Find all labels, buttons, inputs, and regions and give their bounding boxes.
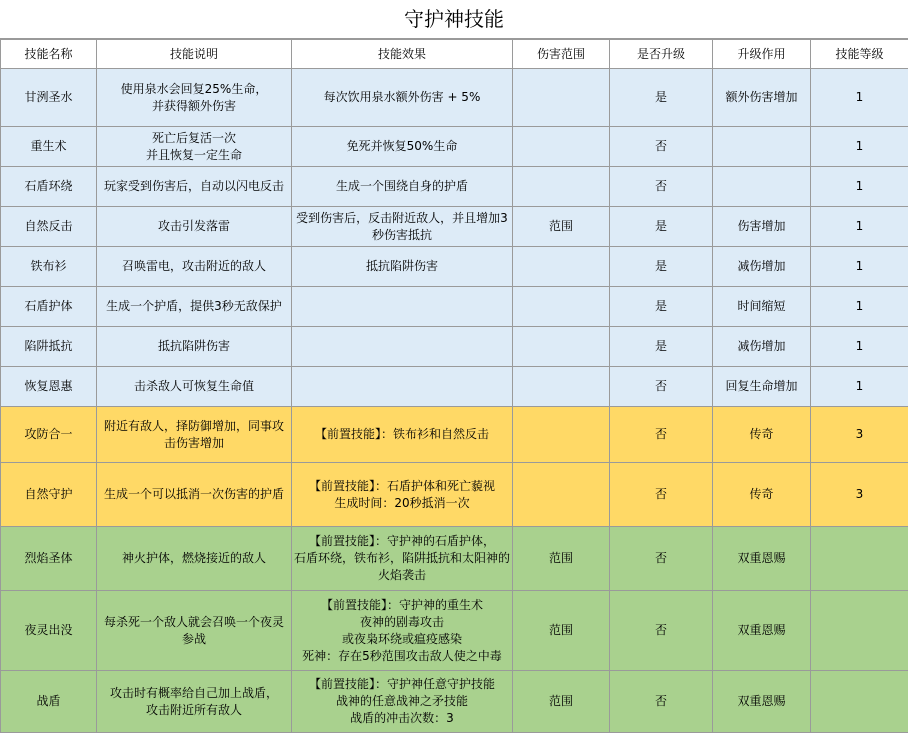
cell-upgradable[interactable]: 否 bbox=[610, 527, 713, 591]
cell-skill-effect[interactable]: 【前置技能】：石盾护体和死亡藐视 生成时间：20秒抵消一次 bbox=[292, 463, 513, 527]
cell-skill-desc[interactable]: 攻击引发落雷 bbox=[97, 207, 292, 247]
cell-upgrade-effect[interactable]: 伤害增加 bbox=[713, 207, 811, 247]
cell-skill-desc[interactable]: 神火护体，燃烧接近的敌人 bbox=[97, 527, 292, 591]
table-row bbox=[1, 167, 908, 207]
header-skill-desc[interactable]: 技能说明 bbox=[97, 40, 292, 69]
cell-damage-range[interactable] bbox=[513, 287, 610, 327]
cell-skill-effect[interactable]: 【前置技能】：守护神的石盾护体， 石盾环绕，铁布衫，陷阱抵抗和太阳神的火焰袭击 bbox=[292, 527, 513, 591]
cell-skill-level[interactable]: 1 bbox=[811, 167, 908, 207]
table-row bbox=[1, 527, 908, 591]
cell-upgrade-effect[interactable]: 双重恩赐 bbox=[713, 671, 811, 733]
header-skill-name[interactable]: 技能名称 bbox=[1, 40, 97, 69]
cell-upgradable[interactable]: 否 bbox=[610, 127, 713, 167]
cell-damage-range[interactable] bbox=[513, 127, 610, 167]
cell-skill-level[interactable] bbox=[811, 671, 908, 733]
cell-upgradable[interactable]: 是 bbox=[610, 69, 713, 127]
cell-damage-range[interactable] bbox=[513, 69, 610, 127]
cell-skill-level[interactable]: 1 bbox=[811, 287, 908, 327]
cell-skill-effect[interactable] bbox=[292, 327, 513, 367]
skills-table bbox=[0, 39, 908, 733]
table-row bbox=[1, 591, 908, 671]
cell-skill-name[interactable]: 烈焰圣体 bbox=[1, 527, 97, 591]
header-damage-range[interactable]: 伤害范围 bbox=[513, 40, 610, 69]
cell-damage-range[interactable] bbox=[513, 367, 610, 407]
cell-skill-name[interactable]: 自然守护 bbox=[1, 463, 97, 527]
cell-skill-level[interactable] bbox=[811, 527, 908, 591]
cell-skill-level[interactable]: 3 bbox=[811, 407, 908, 463]
cell-skill-level[interactable]: 1 bbox=[811, 327, 908, 367]
cell-skill-level[interactable]: 1 bbox=[811, 247, 908, 287]
cell-skill-desc[interactable]: 死亡后复活一次 并且恢复一定生命 bbox=[97, 127, 292, 167]
cell-upgrade-effect[interactable]: 传奇 bbox=[713, 463, 811, 527]
cell-skill-desc[interactable]: 使用泉水会回复25%生命， 并获得额外伤害 bbox=[97, 69, 292, 127]
cell-damage-range[interactable] bbox=[513, 247, 610, 287]
sheet-title: 守护神技能 bbox=[0, 0, 908, 39]
cell-damage-range[interactable] bbox=[513, 327, 610, 367]
cell-skill-name[interactable]: 甘洌圣水 bbox=[1, 69, 97, 127]
cell-upgrade-effect[interactable] bbox=[713, 167, 811, 207]
cell-skill-name[interactable]: 铁布衫 bbox=[1, 247, 97, 287]
cell-skill-effect[interactable]: 每次饮用泉水额外伤害 + 5% bbox=[292, 69, 513, 127]
cell-skill-name[interactable]: 攻防合一 bbox=[1, 407, 97, 463]
cell-damage-range[interactable]: 范围 bbox=[513, 527, 610, 591]
cell-skill-effect[interactable] bbox=[292, 287, 513, 327]
cell-skill-effect[interactable]: 【前置技能】：守护神任意守护技能 战神的任意战神之矛技能 战盾的冲击次数：3 bbox=[292, 671, 513, 733]
table-row bbox=[1, 407, 908, 463]
cell-skill-name[interactable]: 石盾环绕 bbox=[1, 167, 97, 207]
cell-skill-effect[interactable]: 【前置技能】：守护神的重生术 夜神的剧毒攻击 或夜枭环绕或瘟疫感染 死神：存在5秒范围攻击敌人使之中毒 bbox=[292, 591, 513, 671]
cell-upgrade-effect[interactable]: 减伤增加 bbox=[713, 247, 811, 287]
header-upgrade-effect[interactable]: 升级作用 bbox=[713, 40, 811, 69]
header-row bbox=[1, 40, 908, 69]
cell-skill-level[interactable]: 1 bbox=[811, 207, 908, 247]
cell-skill-desc[interactable]: 攻击时有概率给自己加上战盾， 攻击附近所有敌人 bbox=[97, 671, 292, 733]
table-row bbox=[1, 69, 908, 127]
table-row bbox=[1, 287, 908, 327]
cell-skill-desc[interactable]: 每杀死一个敌人就会召唤一个夜灵参战 bbox=[97, 591, 292, 671]
cell-upgradable[interactable]: 是 bbox=[610, 287, 713, 327]
table-row bbox=[1, 247, 908, 287]
cell-upgradable[interactable]: 否 bbox=[610, 367, 713, 407]
cell-upgrade-effect[interactable]: 传奇 bbox=[713, 407, 811, 463]
cell-damage-range[interactable]: 范围 bbox=[513, 207, 610, 247]
cell-skill-effect[interactable]: 免死并恢复50%生命 bbox=[292, 127, 513, 167]
cell-upgradable[interactable]: 是 bbox=[610, 207, 713, 247]
cell-damage-range[interactable] bbox=[513, 407, 610, 463]
cell-skill-desc[interactable]: 击杀敌人可恢复生命值 bbox=[97, 367, 292, 407]
header-skill-level[interactable]: 技能等级 bbox=[811, 40, 908, 69]
cell-upgrade-effect[interactable]: 回复生命增加 bbox=[713, 367, 811, 407]
header-skill-effect[interactable]: 技能效果 bbox=[292, 40, 513, 69]
cell-damage-range[interactable] bbox=[513, 463, 610, 527]
table-row bbox=[1, 127, 908, 167]
cell-upgrade-effect[interactable]: 双重恩赐 bbox=[713, 591, 811, 671]
cell-upgrade-effect[interactable]: 额外伤害增加 bbox=[713, 69, 811, 127]
cell-skill-level[interactable] bbox=[811, 591, 908, 671]
cell-skill-name[interactable]: 陷阱抵抗 bbox=[1, 327, 97, 367]
cell-damage-range[interactable]: 范围 bbox=[513, 671, 610, 733]
cell-upgradable[interactable]: 否 bbox=[610, 591, 713, 671]
table-row bbox=[1, 463, 908, 527]
cell-skill-desc[interactable]: 生成一个可以抵消一次伤害的护盾 bbox=[97, 463, 292, 527]
table-row bbox=[1, 327, 908, 367]
cell-skill-name[interactable]: 自然反击 bbox=[1, 207, 97, 247]
cell-damage-range[interactable]: 范围 bbox=[513, 591, 610, 671]
cell-skill-name[interactable]: 重生术 bbox=[1, 127, 97, 167]
cell-upgradable[interactable]: 是 bbox=[610, 327, 713, 367]
cell-skill-effect[interactable]: 受到伤害后，反击附近敌人，并且增加3秒伤害抵抗 bbox=[292, 207, 513, 247]
cell-skill-desc[interactable]: 玩家受到伤害后，自动以闪电反击 bbox=[97, 167, 292, 207]
cell-skill-desc[interactable]: 抵抗陷阱伤害 bbox=[97, 327, 292, 367]
cell-upgradable[interactable]: 是 bbox=[610, 247, 713, 287]
cell-skill-name[interactable]: 战盾 bbox=[1, 671, 97, 733]
cell-skill-level[interactable]: 3 bbox=[811, 463, 908, 527]
cell-skill-name[interactable]: 夜灵出没 bbox=[1, 591, 97, 671]
cell-skill-effect[interactable]: 【前置技能】：铁布衫和自然反击 bbox=[292, 407, 513, 463]
cell-skill-desc[interactable]: 附近有敌人，择防御增加，同事攻击伤害增加 bbox=[97, 407, 292, 463]
table-row bbox=[1, 367, 908, 407]
cell-upgradable[interactable]: 否 bbox=[610, 463, 713, 527]
cell-upgrade-effect[interactable]: 减伤增加 bbox=[713, 327, 811, 367]
cell-skill-name[interactable]: 恢复恩惠 bbox=[1, 367, 97, 407]
table-row bbox=[1, 207, 908, 247]
cell-skill-level[interactable]: 1 bbox=[811, 69, 908, 127]
cell-upgradable[interactable]: 否 bbox=[610, 167, 713, 207]
cell-upgrade-effect[interactable]: 时间缩短 bbox=[713, 287, 811, 327]
cell-damage-range[interactable] bbox=[513, 167, 610, 207]
cell-upgradable[interactable]: 否 bbox=[610, 407, 713, 463]
cell-skill-desc[interactable]: 召唤雷电，攻击附近的敌人 bbox=[97, 247, 292, 287]
table-row bbox=[1, 671, 908, 733]
cell-skill-effect[interactable]: 抵抗陷阱伤害 bbox=[292, 247, 513, 287]
cell-skill-effect[interactable] bbox=[292, 367, 513, 407]
cell-upgrade-effect[interactable] bbox=[713, 127, 811, 167]
cell-upgradable[interactable]: 否 bbox=[610, 671, 713, 733]
cell-upgrade-effect[interactable]: 双重恩赐 bbox=[713, 527, 811, 591]
cell-skill-level[interactable]: 1 bbox=[811, 367, 908, 407]
cell-skill-desc[interactable]: 生成一个护盾，提供3秒无敌保护 bbox=[97, 287, 292, 327]
header-upgradable[interactable]: 是否升级 bbox=[610, 40, 713, 69]
cell-skill-name[interactable]: 石盾护体 bbox=[1, 287, 97, 327]
cell-skill-effect[interactable]: 生成一个围绕自身的护盾 bbox=[292, 167, 513, 207]
cell-skill-level[interactable]: 1 bbox=[811, 127, 908, 167]
